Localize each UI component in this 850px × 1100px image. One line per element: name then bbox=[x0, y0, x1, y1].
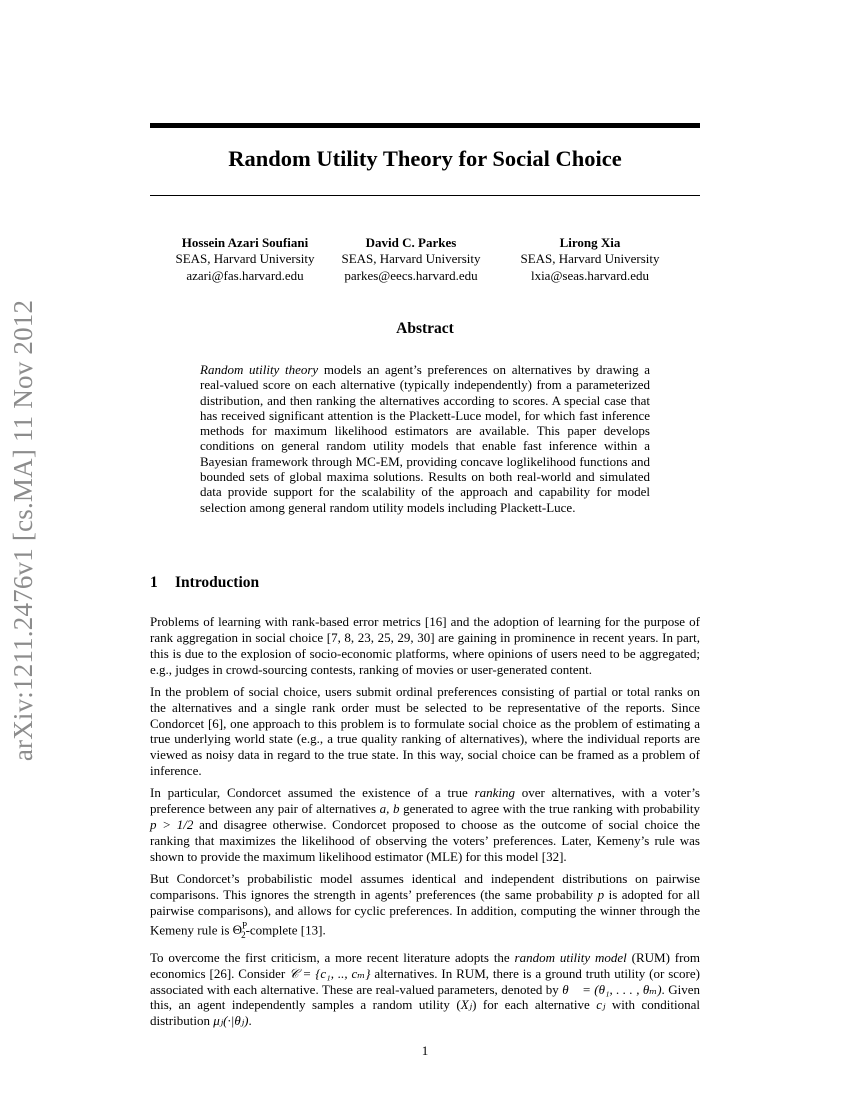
math-superscript: P bbox=[242, 920, 248, 931]
author-name: Lirong Xia bbox=[559, 235, 621, 250]
text-run: is adopted for all pairwise comparisons), and allows for cyclic preferences. In addition, computing the winner through the Kemeny rule is bbox=[150, 887, 700, 938]
author-2 bbox=[316, 235, 506, 284]
text-run: . bbox=[248, 1013, 252, 1029]
math-inline bbox=[232, 920, 248, 940]
author-name: David C. Parkes bbox=[365, 235, 457, 250]
arxiv-watermark bbox=[4, 290, 44, 770]
paper-title: Random Utility Theory for Social Choice bbox=[228, 146, 622, 171]
abstract-text bbox=[200, 362, 650, 515]
abstract-body-text: models an agent’s preferences on alternatives by drawing a real-valued score on each alternative (typically independently) from a parameterized distribution, and then ranking the alternatives according to scores. A special case that has received significant attention is the Plackett-Luce model, for which fast inference methods for maximum likelihood estimators are available. This paper develops conditions on general random utility models that enable fast inference within a Bayesian framework through MC-EM, providing concave loglikelihood functions and bounded sets of global maxima solutions. Results on both real-world and simulated data provide support for the scalability of the approach and capability for model selection among general random utility models including Plackett-Luce. bbox=[200, 362, 650, 515]
text-run: generated to agree with the true ranking with probability bbox=[399, 801, 701, 817]
math-inline: p > 1/2 bbox=[150, 817, 194, 833]
text-run: But Condorcet’s probabilistic model assumes identical and independent distributions on pairwise comparisons. This ignores the strength in agents’ preferences (the same probability bbox=[150, 871, 700, 902]
paragraph-3 bbox=[150, 785, 700, 864]
author-block bbox=[150, 235, 700, 285]
math-subscript: 2 bbox=[241, 929, 246, 940]
author-affiliation: SEAS, Harvard University bbox=[341, 251, 481, 267]
author-affiliation: SEAS, Harvard University bbox=[175, 251, 315, 267]
author-email: lxia@seas.harvard.edu bbox=[530, 267, 650, 283]
title-bottom-rule bbox=[150, 195, 700, 196]
math-inline: cⱼ bbox=[596, 997, 606, 1013]
author-3 bbox=[495, 235, 685, 284]
author-affiliation: SEAS, Harvard University bbox=[520, 251, 660, 267]
text-run: over alternatives, with a voter’s preference between any pair of alternatives bbox=[150, 785, 700, 817]
emphasis: random utility model bbox=[514, 949, 627, 965]
text-run: (RUM) from economics [26]. Consider bbox=[150, 949, 701, 981]
text-run: . Given this, an agent independently samples a random utility ( bbox=[150, 981, 700, 1013]
section-number: 1 bbox=[150, 574, 158, 591]
text-run: -complete [13]. bbox=[245, 922, 326, 938]
section-title: Introduction bbox=[175, 574, 260, 591]
abstract-heading: Abstract bbox=[396, 320, 454, 337]
text-run: In particular, Condorcet assumed the existence of a true bbox=[150, 785, 475, 801]
math-inline: μⱼ(·|θⱼ) bbox=[213, 1013, 249, 1029]
arxiv-id: arXiv:1211.2476v1 [cs.MA] 11 Nov 2012 bbox=[8, 299, 39, 761]
math-inline: p bbox=[597, 887, 605, 902]
paragraph-5 bbox=[150, 950, 700, 1029]
section-heading bbox=[150, 574, 259, 592]
paragraph-2: In the problem of social choice, users submit ordinal preferences consisting of partial or total ranks on the alternatives and a single rank order must be selected to be representative of the reports. Since Condorcet [6], one approach to this problem is to formulate social choice as the problem of estimating a true underlying world state (e.g., a true quality ranking of alternatives), where the individual reports are viewed as noisy data in regard to the true state. In this way, social choice can be framed as a problem of inference. bbox=[150, 683, 700, 779]
author-email: parkes@eecs.harvard.edu bbox=[344, 267, 478, 283]
page-number: 1 bbox=[421, 1043, 429, 1058]
author-email: azari@fas.harvard.edu bbox=[186, 267, 304, 283]
abstract-lead-term: Random utility theory bbox=[200, 362, 319, 377]
math-symbol: Θ bbox=[232, 922, 243, 938]
text-run: with conditional distribution bbox=[150, 997, 700, 1029]
text-run: To overcome the first criticism, a more recent literature adopts the bbox=[150, 949, 515, 965]
section-body bbox=[150, 614, 700, 1036]
text-run: alternatives. In RUM, there is a ground truth utility (or score) associated with each alternative. These are real-valued parameters, denoted by bbox=[150, 965, 700, 997]
title-top-rule bbox=[150, 123, 700, 128]
author-1 bbox=[150, 235, 340, 284]
math-inline: θ⃗ = (θ₁, . . . , θₘ) bbox=[562, 981, 662, 997]
text-run: and disagree otherwise. Condorcet proposed to choose as the outcome of social choice the ranking that maximizes the likelihood of observing the voters’ preferences. Later, Kemeny’s rule was shown to provide the maximum likelihood estimator (MLE) for this model [32]. bbox=[150, 817, 700, 864]
paragraph-1: Problems of learning with rank-based error metrics [16] and the adoption of learning for the purpose of rank aggregation in social choice [7, 8, 23, 25, 29, 30] are gaining in prominence in recent years. In part, this is due to the explosion of socio-economic platforms, where opinions of users need to be aggregated; e.g., judges in crowd-sourcing contests, ranking of movies or user-generated content. bbox=[150, 614, 700, 677]
text-run: ) for each alternative bbox=[472, 997, 597, 1013]
math-inline: 𝒞 = {c₁, .., cₘ} bbox=[289, 965, 371, 981]
author-name: Hossein Azari Soufiani bbox=[181, 235, 309, 250]
paragraph-4 bbox=[150, 871, 700, 943]
emphasis: ranking bbox=[474, 785, 515, 801]
math-inline: Xⱼ bbox=[460, 997, 473, 1013]
math-inline: a, b bbox=[379, 801, 400, 817]
